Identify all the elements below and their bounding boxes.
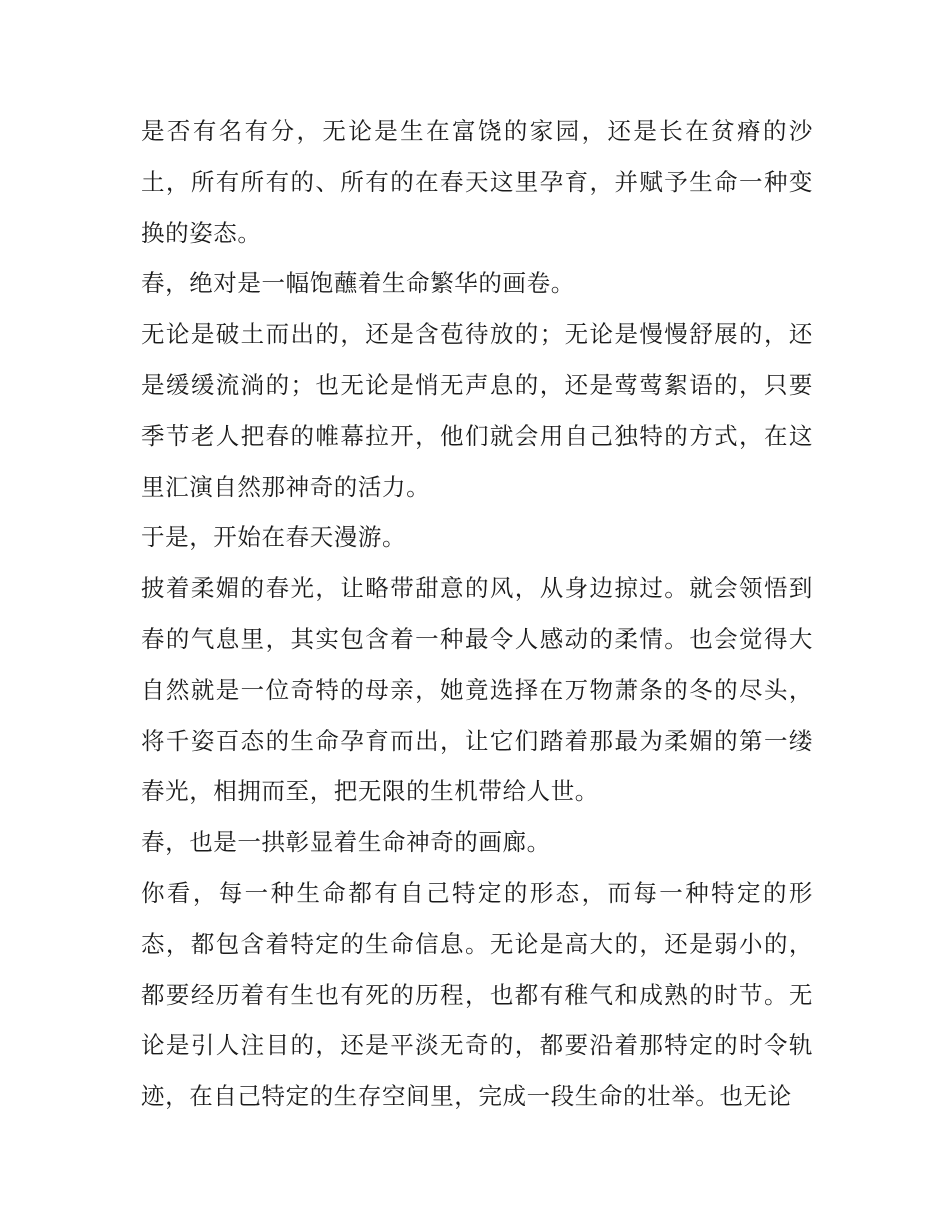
paragraph: 春，也是一拱彰显着生命神奇的画廊。 — [141, 828, 551, 857]
paragraph: 于是，开始在春天漫游。 — [141, 523, 407, 552]
paragraph: 是否有名有分，无论是生在富饶的家园，还是长在贫瘠的沙土，所有所有的、所有的在春天这里孕育，并赋予生命一种变换的姿态。 — [141, 117, 813, 247]
paragraph: 你看，每一种生命都有自己特定的形态，而每一种特定的形态，都包含着特定的生命信息。无论是高大的，还是弱小的，都要经历着有生也有死的历程，也都有稚气和成熟的时节。无论是引人注目的，还是平淡无奇的，都要沿着那特定的时令轨迹，在自己特定的生存空间里，完成一段生命的壮举。也无论 — [141, 878, 813, 1111]
paragraph: 无论是破土而出的，还是含苞待放的；无论是慢慢舒展的，还是缓缓流淌的；也无论是悄无声息的，还是莺莺絮语的，只要季节老人把春的帷幕拉开，他们就会用自己独特的方式，在这里汇演自然那神奇的活力。 — [141, 320, 813, 501]
paragraph: 春，绝对是一幅饱蘸着生命繁华的画卷。 — [141, 269, 575, 298]
paragraph: 披着柔媚的春光，让略带甜意的风，从身边掠过。就会领悟到春的气息里，其实包含着一种最令人感动的柔情。也会觉得大自然就是一位奇特的母亲，她竟选择在万物萧条的冬的尽头，将千姿百态的生命孕育而出，让它们踏着那最为柔媚的第一缕春光，相拥而至，把无限的生机带给人世。 — [141, 574, 813, 806]
body-text — [141, 106, 813, 1122]
